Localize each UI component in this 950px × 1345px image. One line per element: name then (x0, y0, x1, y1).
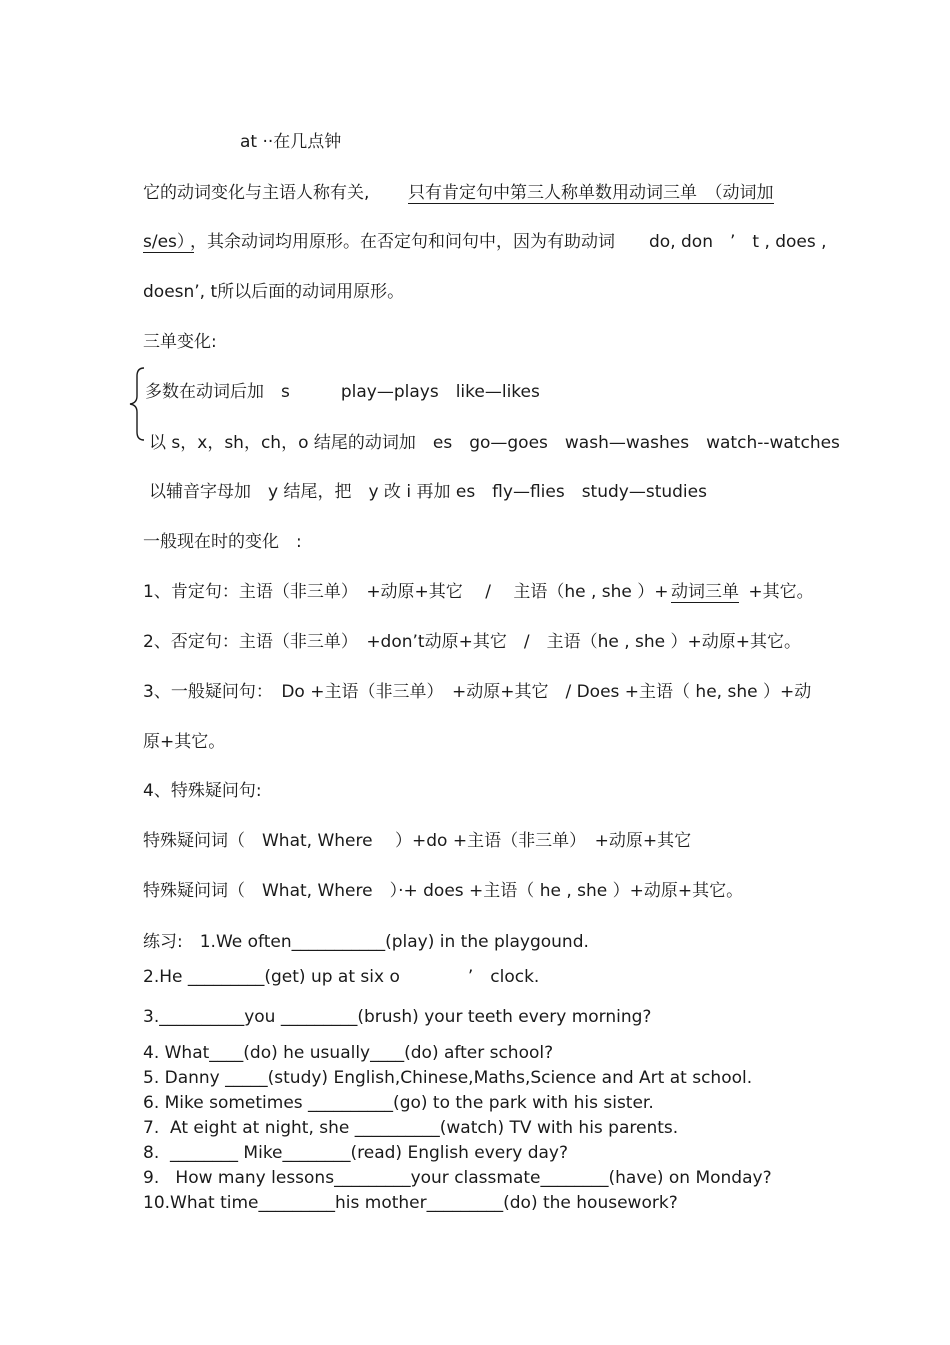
section-title-present: 一般现在时的变化 : (143, 532, 302, 552)
exercise-4: 4. What____(do) he usually____(do) after school? (143, 1043, 554, 1063)
section-title-sandan: 三单变化: (143, 332, 217, 352)
left-brace-icon (128, 366, 146, 442)
exercise-2: 2.He _________(get) up at six o ’ clock. (143, 967, 540, 987)
exercise-5: 5. Danny _____(study) English,Chinese,Maths,Science and Art at school. (143, 1068, 753, 1088)
special-question-does: 特殊疑问词（ What, Where ）·+ does +主语（ he , she ）+动原+其它。 (143, 881, 744, 901)
form-affirmative-b-underlined: 动词三单 (671, 582, 739, 602)
exercise-3: 3.__________you _________(brush) your teeth every morning? (143, 1007, 652, 1027)
sandan-rule-1: 多数在动词后加 s play—plays like—likes (145, 382, 540, 402)
exercise-6: 6. Mike sometimes __________(go) to the park with his sister. (143, 1093, 654, 1113)
line-at-time: at ··在几点钟 (240, 132, 342, 152)
form-negative: 2、否定句：主语（非三单） +don’t动原+其它 / 主语（he , she ）+动原+其它。 (143, 632, 801, 652)
exercise-1: 练习: 1.We often___________(play) in the playgound. (143, 932, 589, 952)
form-question-b: 原+其它。 (143, 732, 226, 752)
form-affirmative-c: +其它。 (743, 582, 814, 602)
rule-line-1b-underlined: 只有肯定句中第三人称单数用动词三单 （动词加 (408, 183, 774, 203)
form-special-title: 4、特殊疑问句: (143, 781, 262, 801)
exercise-8: 8. ________ Mike________(read) English every day? (143, 1143, 568, 1163)
form-question-a: 3、一般疑问句： Do +主语（非三单） +动原+其它 / Does +主语（ he, she ）+动 (143, 682, 812, 702)
exercise-10: 10.What time_________his mother_________(do) the housework? (143, 1193, 678, 1213)
exercise-9: 9. How many lessons_________your classmate________(have) on Monday? (143, 1168, 772, 1188)
rule-line-1a: 它的动词变化与主语人称有关, (143, 183, 370, 203)
exercise-7: 7. At eight at night, she __________(watch) TV with his parents. (143, 1118, 679, 1138)
rule-line-3: doesn’, t所以后面的动词用原形。 (143, 282, 405, 302)
special-question-do: 特殊疑问词（ What, Where ）+do +主语（非三单） +动原+其它 (143, 831, 692, 851)
rule-line-2a-underlined: s/es） (143, 232, 194, 252)
sandan-rule-2: 以 s，x，sh，ch，o 结尾的动词加 es go—goes wash—washes watch--watches (149, 433, 840, 453)
form-affirmative-a: 1、肯定句：主语（非三单） +动原+其它 / 主语（he , she ）+ (143, 582, 669, 602)
rule-line-2b: ，其余动词均用原形。在否定句和问句中，因为有助动词 do, don ’ t , does , (190, 232, 827, 252)
sandan-rule-3: 以辅音字母加 y 结尾，把 y 改 i 再加 es fly—flies study—studies (149, 482, 707, 502)
